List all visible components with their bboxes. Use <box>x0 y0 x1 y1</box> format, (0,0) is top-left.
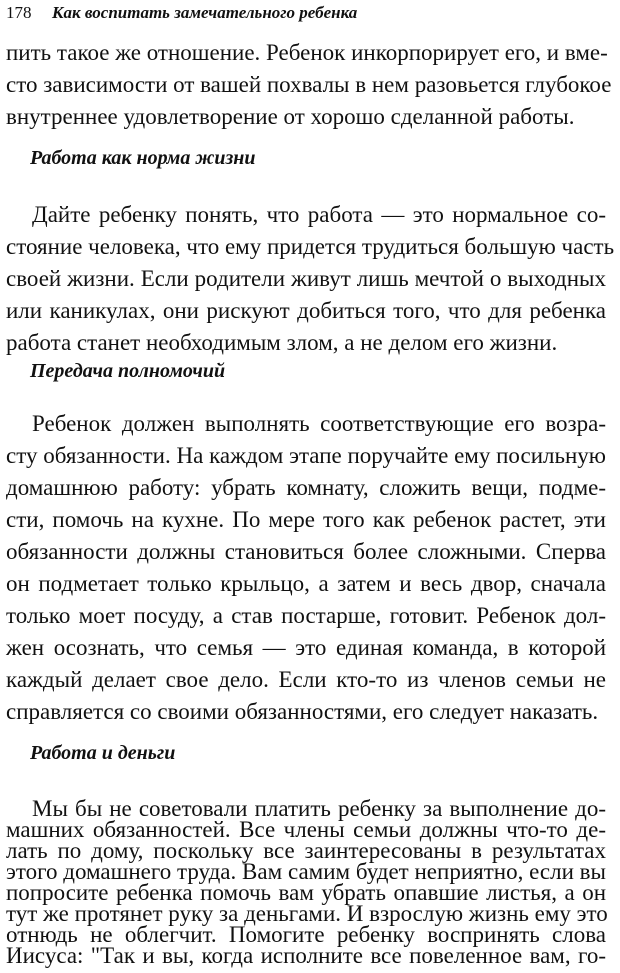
text-line: сту обязанности. На каждом этапе поручайте ему посильную <box>6 443 606 468</box>
book-title: Как воспитать замечательного ребенка <box>52 3 358 22</box>
text-line: Иисуса: "Так и вы, когда исполните все повеленное вам, го- <box>6 943 606 968</box>
text-line: внутреннее удовлетворение от хорошо сделанной работы. <box>6 104 575 129</box>
text-line: этого домашнего труда. Вам самим будет неприятно, если вы <box>6 859 606 884</box>
text-line: попросите ребенка помочь вам убрать опавшие листья, а он <box>6 880 606 905</box>
text-line: сти, помочь на кухне. По мере того как ребенок растет, эти <box>6 507 606 532</box>
text-line: стояние человека, что ему придется трудиться большую часть <box>6 234 615 259</box>
text-line: лать по дому, поскольку все заинтересованы в результатах <box>6 838 606 863</box>
text-line: работа станет необходимым злом, а не делом его жизни. <box>6 330 558 355</box>
section-heading: Работа как норма жизни <box>30 147 256 169</box>
text-line: сто зависимости от вашей похвалы в нем разовьется глубокое <box>6 72 612 97</box>
text-line: жен осознать, что семья — это единая команда, в которой <box>6 635 606 660</box>
page-number: 178 <box>6 3 32 22</box>
text-line: пить такое же отношение. Ребенок инкорпорирует его, и вме- <box>6 40 608 65</box>
text-line: Ребенок должен выполнять соответствующие его возра- <box>32 411 606 436</box>
text-line: домашнюю работу: убрать комнату, сложить вещи, подме- <box>6 475 606 500</box>
text-line: обязанности должны становиться более сложными. Сперва <box>6 539 606 564</box>
text-line: тут же протянет руку за деньгами. И взрослую жизнь ему это <box>6 901 608 926</box>
text-line: своей жизни. Если родители живут лишь мечтой о выходных <box>6 266 606 291</box>
text-line: только моет посуду, а став постарше, готовит. Ребенок дол- <box>6 603 606 628</box>
text-line: или каникулах, они рискуют добиться того, что для ребенка <box>6 298 606 323</box>
text-line: машних обязанностей. Все члены семьи должны что-то де- <box>6 817 606 842</box>
text-line: отнюдь не облегчит. Помогите ребенку воспринять слова <box>6 922 606 947</box>
running-head <box>6 3 606 27</box>
text-line: справляется со своими обязанностями, его следует наказать. <box>6 699 599 724</box>
text-line: Мы бы не советовали платить ребенку за выполнение до- <box>32 796 606 821</box>
text-line: Дайте ребенку понять, что работа — это нормальное со- <box>32 202 606 227</box>
text-line: он подметает только крыльцо, а затем и весь двор, сначала <box>6 571 606 596</box>
section-heading: Работа и деньги <box>30 742 176 764</box>
text-line: каждый делает свое дело. Если кто-то из членов семьи не <box>6 667 606 692</box>
section-heading: Передача полномочий <box>30 360 226 382</box>
